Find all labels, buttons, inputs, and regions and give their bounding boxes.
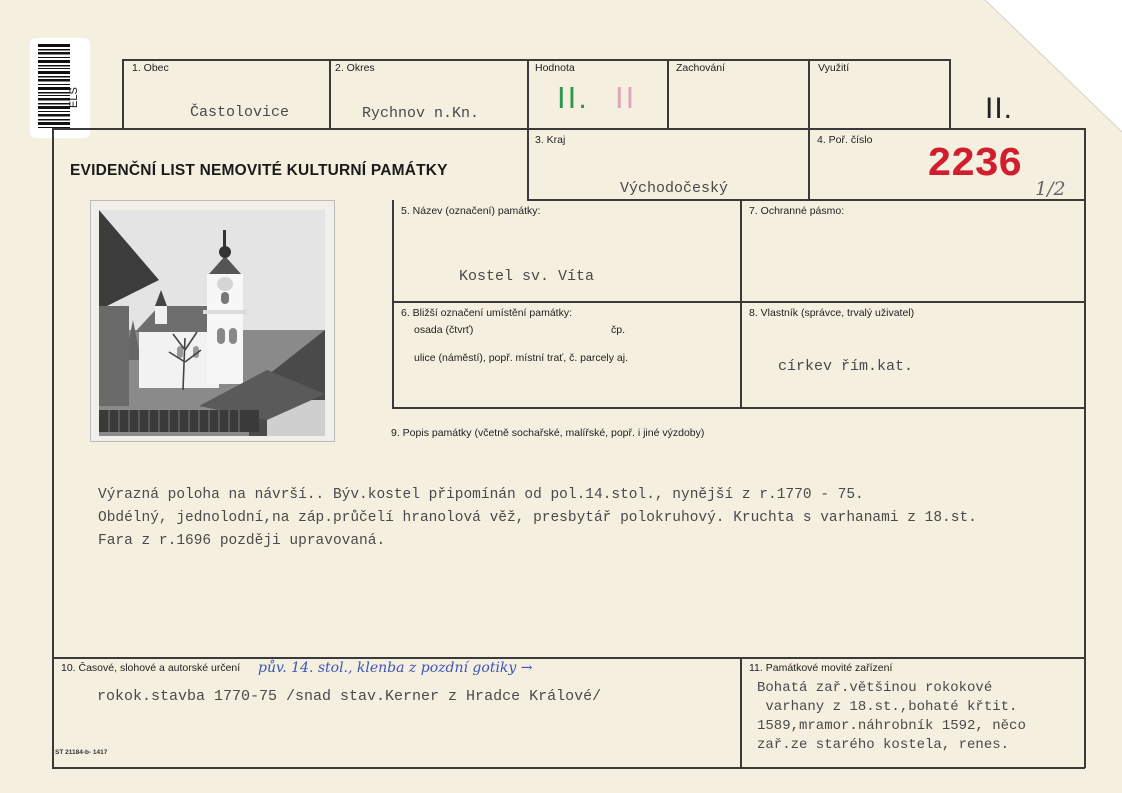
grid-line — [52, 767, 1085, 769]
popis-label: 9. Popis památky (včetně sochařské, malířské, popř. i jiné výzdoby) — [391, 427, 705, 439]
grid-line — [392, 407, 1085, 409]
casove-value: rokok.stavba 1770-75 /snad stav.Kerner z Hradce Králové/ — [97, 688, 602, 705]
category-mark: II. — [985, 92, 1014, 125]
osada-label: osada (čtvrť) — [414, 324, 474, 336]
grid-line — [949, 59, 951, 129]
barcode-text: ELS — [68, 87, 80, 108]
cp-label: čp. — [611, 324, 626, 336]
grid-line — [740, 200, 742, 408]
grid-line — [329, 59, 331, 129]
hodnota-value-red: II — [615, 80, 637, 115]
okres-value: Rychnov n.Kn. — [362, 105, 480, 122]
grid-line — [808, 59, 810, 200]
vlastnik-label: 8. Vlastník (správce, trvalý uživatel) — [749, 307, 915, 319]
grid-line — [1084, 128, 1086, 768]
popis-line: Obdélný, jednolodní,na záp.průčelí hranolová věž, presbytář polokruhový. Kruchta s varhanami z 18.st. — [98, 510, 977, 526]
okres-label: 2. Okres — [335, 62, 375, 74]
popis-text — [98, 484, 977, 553]
casove-handwritten-note: pův. 14. stol., klenba z pozdní gotiky → — [258, 660, 533, 676]
movite-label: 11. Památkové movité zařízení — [749, 662, 893, 674]
grid-line — [122, 59, 124, 129]
casove-label: 10. Časové, slohové a autorské určení — [61, 662, 241, 674]
popis-line: Výrazná poloha na návrší.. Býv.kostel připomínán od pol.14.stol., nynější z r.1770 - 75. — [98, 487, 864, 503]
vyuziti-label: Využití — [818, 62, 850, 74]
obec-value: Častolovice — [190, 104, 290, 121]
grid-line — [392, 301, 1085, 303]
kraj-label: 3. Kraj — [535, 134, 566, 146]
church-photo — [99, 210, 325, 436]
kraj-value: Východočeský — [620, 180, 729, 197]
popis-line: Fara z r.1696 později upravovaná. — [98, 533, 386, 549]
grid-line — [392, 200, 394, 408]
form-code: ST 21184-b- 1417 — [55, 749, 108, 756]
barcode-label — [30, 38, 90, 138]
grid-line — [52, 128, 1085, 130]
grid-line — [122, 59, 951, 61]
document-title: EVIDENČNÍ LIST NEMOVITÉ KULTURNÍ PAMÁTKY — [70, 162, 448, 179]
hodnota-value-green: II. — [557, 80, 589, 115]
nazev-value: Kostel sv. Víta — [459, 268, 595, 285]
vlastnik-value: církev řím.kat. — [778, 358, 914, 375]
grid-line — [52, 657, 1085, 659]
obec-label: 1. Obec — [132, 62, 169, 74]
grid-line — [527, 199, 1085, 201]
sheet-fraction: 1/2 — [1035, 178, 1066, 200]
ochranne-pasmo-label: 7. Ochranné pásmo: — [749, 205, 845, 217]
ulice-label: ulice (náměstí), popř. místní trať, č. parcely aj. — [414, 352, 629, 364]
grid-line — [667, 59, 669, 129]
church-photo-frame — [90, 200, 335, 442]
zachovani-label: Zachování — [676, 62, 726, 74]
grid-line — [740, 657, 742, 768]
movite-line: Bohatá zař.většinou rokokové — [757, 680, 993, 696]
movite-line: varhany z 18.st.,bohaté křtit. — [757, 699, 1018, 715]
por-cislo-label: 4. Poř. číslo — [817, 134, 873, 146]
grid-line — [52, 128, 54, 768]
movite-line: 1589,mramor.náhrobník 1592, něco — [757, 718, 1026, 734]
nazev-label: 5. Název (označení) památky: — [401, 205, 541, 217]
movite-text — [757, 679, 1026, 755]
grid-line — [527, 59, 529, 200]
umisteni-label: 6. Bližší označení umístění památky: — [401, 307, 572, 319]
hodnota-label: Hodnota — [535, 62, 575, 74]
por-cislo-value: 2236 — [927, 142, 1022, 188]
movite-line: zař.ze starého kostela, renes. — [757, 737, 1010, 753]
barcode-icon — [30, 38, 90, 138]
